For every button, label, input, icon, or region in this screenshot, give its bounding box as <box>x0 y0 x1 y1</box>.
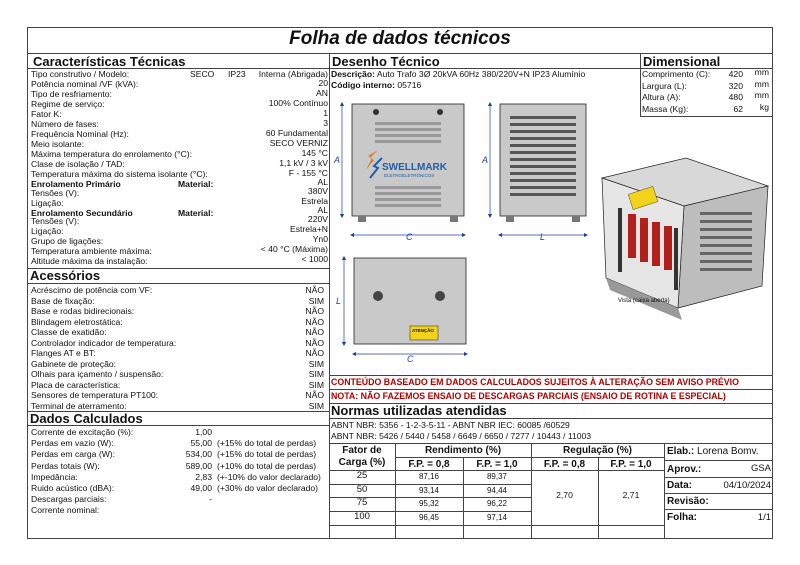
spec-label: Número de fases: <box>31 119 99 129</box>
dimension-value: 62 <box>733 103 743 114</box>
primario-material: AL <box>317 177 328 187</box>
dimension-unit: mm <box>754 67 769 77</box>
revisao-label: Revisão: <box>667 496 709 507</box>
spec-label: Regime de serviço: <box>31 99 105 109</box>
aviso-2: NOTA: NÃO FAZEMOS ENSAIO DE DESCARGAS PARCIAIS (ENSAIO DE ROTINA E ESPECIAL) <box>331 391 726 401</box>
spec-value: Estrela+N <box>290 224 328 234</box>
spec-label: Grupo de ligações: <box>31 236 104 246</box>
calc-value: 49,00 <box>190 483 212 493</box>
technical-drawing <box>330 90 774 375</box>
rendimento-fp10: 89,37 <box>486 472 508 481</box>
col-rend-fp08: F.P. = 0,8 <box>408 459 450 470</box>
section-normas: Normas utilizadas atendidas <box>331 403 507 418</box>
normas-line-1: ABNT NBR: 5356 - 1-2-3-5-11 - ABNT NBR IEC: 60085 /60529 <box>331 420 570 430</box>
accessory-value: NÃO <box>305 285 324 295</box>
aprov-value: GSA <box>750 463 771 474</box>
accessory-label: Controlador indicador de temperatura: <box>31 337 177 348</box>
elab-label: Elab.: <box>667 446 695 457</box>
spec-label: Meio isolante: <box>31 139 85 149</box>
col-reg-fp08: F.P. = 0,8 <box>543 459 586 470</box>
accessory-value: NÃO <box>305 348 324 358</box>
accessory-value: NÃO <box>305 306 324 316</box>
spec-value: 60 Fundamental <box>265 128 328 138</box>
dimension-label: Comprimento (C): <box>642 69 711 79</box>
isometric-open-view <box>602 158 768 320</box>
spec-label: Altitude máxima da instalação: <box>31 256 148 266</box>
spec-value: < 40 °C (Máxima) <box>260 244 328 254</box>
calc-label: Perdas em vazio (W): <box>31 438 114 449</box>
descricao-value: Auto Trafo 3Ø 20kVA 60Hz 380/220V+N IP23 Alumínio <box>376 69 586 79</box>
calc-label: Ruido acústico (dBA): <box>31 483 115 493</box>
divider <box>27 283 329 284</box>
dimension-label: Massa (Kg): <box>642 103 689 114</box>
tipo-value-1: SECO <box>190 69 215 79</box>
front-view-drawing <box>333 104 464 242</box>
atencao-label: ATENÇÃO <box>412 328 434 333</box>
calc-value: 2,83 <box>195 471 212 482</box>
spec-value: 20 <box>318 78 328 88</box>
calc-value: - <box>209 494 212 505</box>
secundario-label: Enrolamento Secundário <box>31 208 133 218</box>
descricao-row <box>331 69 585 79</box>
spec-value: 3 <box>323 118 328 128</box>
codigo-label: Código interno: <box>331 80 395 90</box>
side-view-drawing <box>481 104 586 242</box>
accessory-value: NÃO <box>305 390 324 400</box>
divider <box>664 460 773 461</box>
dim-l-label: L <box>540 232 546 242</box>
divider <box>329 525 664 526</box>
spec-value: 1,1 kV / 3 kV <box>279 158 328 168</box>
codigo-value: 05716 <box>397 80 422 90</box>
accessory-label: Gabinete de proteção: <box>31 358 117 369</box>
aviso-1: CONTEÚDO BASEADO EM DADOS CALCULADOS SUJEITOS À ALTERAÇÃO SEM AVISO PRÉVIO <box>331 377 739 387</box>
accessory-label: Olhais para içamento / suspensão: <box>31 369 164 379</box>
data-value: 04/10/2024 <box>723 480 771 491</box>
dimension-value: 320 <box>728 80 743 91</box>
rendimento-fp08: 93,14 <box>418 485 440 495</box>
primario-label: Enrolamento Primário <box>31 179 121 189</box>
spec-value: 100% Contínuo <box>268 98 328 108</box>
spec-label: Potência nominal /VF (kVA): <box>31 79 139 89</box>
rendimento-fp08: 96,45 <box>418 512 440 522</box>
tipo-value-3: Interna (Abrigada) <box>258 69 328 79</box>
rendimento-fp10: 97,14 <box>486 512 508 522</box>
spec-value: 380V <box>307 186 328 196</box>
divider <box>664 509 773 510</box>
elab-value: Lorena Bomv. <box>697 446 759 457</box>
accessory-value: SIM <box>308 295 324 306</box>
col-regulacao: Regulação (%) <box>563 445 632 456</box>
dimension-value: 480 <box>728 92 743 102</box>
spec-label: Frequência Nominal (Hz): <box>31 129 129 139</box>
rendimento-fp08: 87,16 <box>418 472 440 481</box>
folha-label: Folha: <box>667 512 697 523</box>
carga-value: 25 <box>356 470 368 481</box>
col-reg-fp10: F.P. = 1,0 <box>610 459 652 470</box>
accessory-label: Placa de característica: <box>31 379 121 390</box>
divider <box>329 375 773 376</box>
spec-value: 1 <box>323 108 328 118</box>
accessory-label: Base e rodas bidirecionais: <box>31 306 135 316</box>
spec-value: 145 °C <box>301 148 328 158</box>
primario-material-label: Material: <box>178 179 214 189</box>
spec-value: 220V <box>307 214 328 224</box>
spec-value: F - 155 °C <box>288 168 328 178</box>
vista-caption: Vista (caixa aberta) <box>618 298 670 304</box>
brand-name: SWELLMARK <box>382 162 447 173</box>
calc-value: 1,00 <box>195 427 212 437</box>
accessory-label: Flanges AT e BT: <box>31 348 96 358</box>
col-rend-fp10: F.P. = 1,0 <box>476 459 518 470</box>
carga-value: 50 <box>356 483 368 495</box>
spec-value: AN <box>316 88 328 98</box>
spec-value: SECO VERNIZ <box>269 138 328 148</box>
divider <box>329 418 773 419</box>
spec-label: Tensões (V): <box>31 188 80 198</box>
spec-value: Yn0 <box>312 234 328 244</box>
carga-value: 75 <box>356 497 368 509</box>
accessory-value: SIM <box>308 379 324 390</box>
spec-label: Tensões (V): <box>31 216 80 226</box>
accessory-label: Base de fixação: <box>31 295 95 306</box>
dimension-unit: kg <box>759 101 769 112</box>
dim-l-label-top: L <box>336 296 342 306</box>
calc-note: (+15% do total de perdas) <box>217 449 317 460</box>
dimension-unit: mm <box>754 90 769 100</box>
divider <box>640 116 773 117</box>
dim-c-label-top: C <box>407 354 414 364</box>
dimension-label: Largura (L): <box>642 80 687 91</box>
dimension-label: Altura (A): <box>642 92 681 102</box>
tipo-label: Tipo construtivo / Modelo: <box>31 69 130 79</box>
spec-label: Temperatura máxima do sistema isolante (°C): <box>31 169 208 179</box>
col-rendimento: Rendimento (%) <box>424 445 502 456</box>
calc-note: (+10% do total de perdas) <box>217 460 317 471</box>
regulacao-fp08: 2,70 <box>556 490 573 500</box>
spec-value: Estrela <box>301 196 328 206</box>
spec-value: < 1000 <box>301 254 328 264</box>
spec-label: Fator K: <box>31 109 62 119</box>
top-view-drawing <box>336 258 466 364</box>
divider <box>664 493 773 494</box>
spec-label: Clase de isolação / TAD: <box>31 159 125 169</box>
spec-label: Máxima temperatura do enrolamento (°C): <box>31 149 193 159</box>
calc-note: (+30% do valor declarado) <box>217 483 319 493</box>
section-dimensional: Dimensional <box>643 54 721 69</box>
spec-label: Tipo de resfriamento: <box>31 89 112 99</box>
accessory-label: Blindagem eletrostática: <box>31 316 123 327</box>
accessory-value: NÃO <box>305 337 324 348</box>
dim-a-label: A <box>334 155 341 165</box>
section-desenho: Desenho Técnico <box>332 54 440 69</box>
dimension-unit: mm <box>754 78 769 89</box>
carga-value: 100 <box>354 510 370 522</box>
calc-value: 534,00 <box>185 449 212 460</box>
section-caracteristicas: Características Técnicas <box>33 54 186 69</box>
spec-label: Ligação: <box>31 226 64 236</box>
calc-label: Perdas totais (W): <box>31 460 100 471</box>
dim-c-label: C <box>406 232 413 242</box>
calc-label: Corrente de excitação (%): <box>31 427 134 437</box>
calc-note: (+-10% do valor declarado) <box>217 471 321 482</box>
codigo-row <box>331 80 421 90</box>
elab-row <box>667 447 759 457</box>
aprov-label: Aprov.: <box>667 464 702 475</box>
calc-label: Perdas em carga (W): <box>31 449 116 460</box>
normas-line-2: ABNT NBR: 5426 / 5440 / 5458 / 6649 / 6650 / 7277 / 10443 / 11003 <box>331 431 592 441</box>
accessory-label: Acréscimo de potência com VF: <box>31 285 153 295</box>
accessory-label: Classe de exatidão: <box>31 327 107 337</box>
spec-label: Ligação: <box>31 198 64 208</box>
calc-label: Corrente nominal: <box>31 505 100 516</box>
dimension-value: 420 <box>728 69 743 79</box>
calc-label: Descargas parciais: <box>31 494 107 505</box>
divider <box>664 443 665 539</box>
calc-note: (+15% do total de perdas) <box>217 438 317 449</box>
tipo-value-2: IP23 <box>228 69 246 79</box>
divider <box>664 477 773 478</box>
rendimento-fp10: 96,22 <box>486 499 508 509</box>
accessory-label: Terminal de aterramento: <box>31 400 127 411</box>
calc-value: 55,00 <box>190 438 212 449</box>
spec-label: Temperatura ambiente máxima: <box>31 246 152 256</box>
page-title: Folha de dados técnicos <box>289 28 511 49</box>
accessory-value: SIM <box>308 369 324 379</box>
regulacao-fp10: 2,71 <box>622 490 640 500</box>
folha-value: 1/1 <box>757 512 771 523</box>
rendimento-fp08: 95,32 <box>418 499 440 509</box>
accessory-value: NÃO <box>305 327 324 337</box>
accessory-value: SIM <box>308 400 324 411</box>
section-acessorios: Acessórios <box>30 268 101 283</box>
divider <box>329 389 773 390</box>
data-label: Data: <box>667 480 693 491</box>
divider <box>395 457 664 458</box>
secundario-material: AL <box>317 205 328 215</box>
calc-label: Impedância: <box>31 471 78 482</box>
calc-value: 589,00 <box>185 460 212 471</box>
dim-a-label-side: A <box>482 155 489 165</box>
divider <box>27 425 329 426</box>
section-dados-calculados: Dados Calculados <box>30 411 143 426</box>
rendimento-fp10: 94,44 <box>486 485 508 495</box>
accessory-label: Sensores de temperatura PT100: <box>31 390 159 400</box>
accessory-value: SIM <box>308 358 324 369</box>
brand-subtitle: ELETROELETRÔNICOS <box>384 173 435 178</box>
secundario-material-label: Material: <box>178 208 214 218</box>
col-fator-carga: Fator de Carga (%) <box>338 445 386 468</box>
accessory-value: NÃO <box>305 316 324 327</box>
descricao-label: Descrição: <box>331 69 375 79</box>
